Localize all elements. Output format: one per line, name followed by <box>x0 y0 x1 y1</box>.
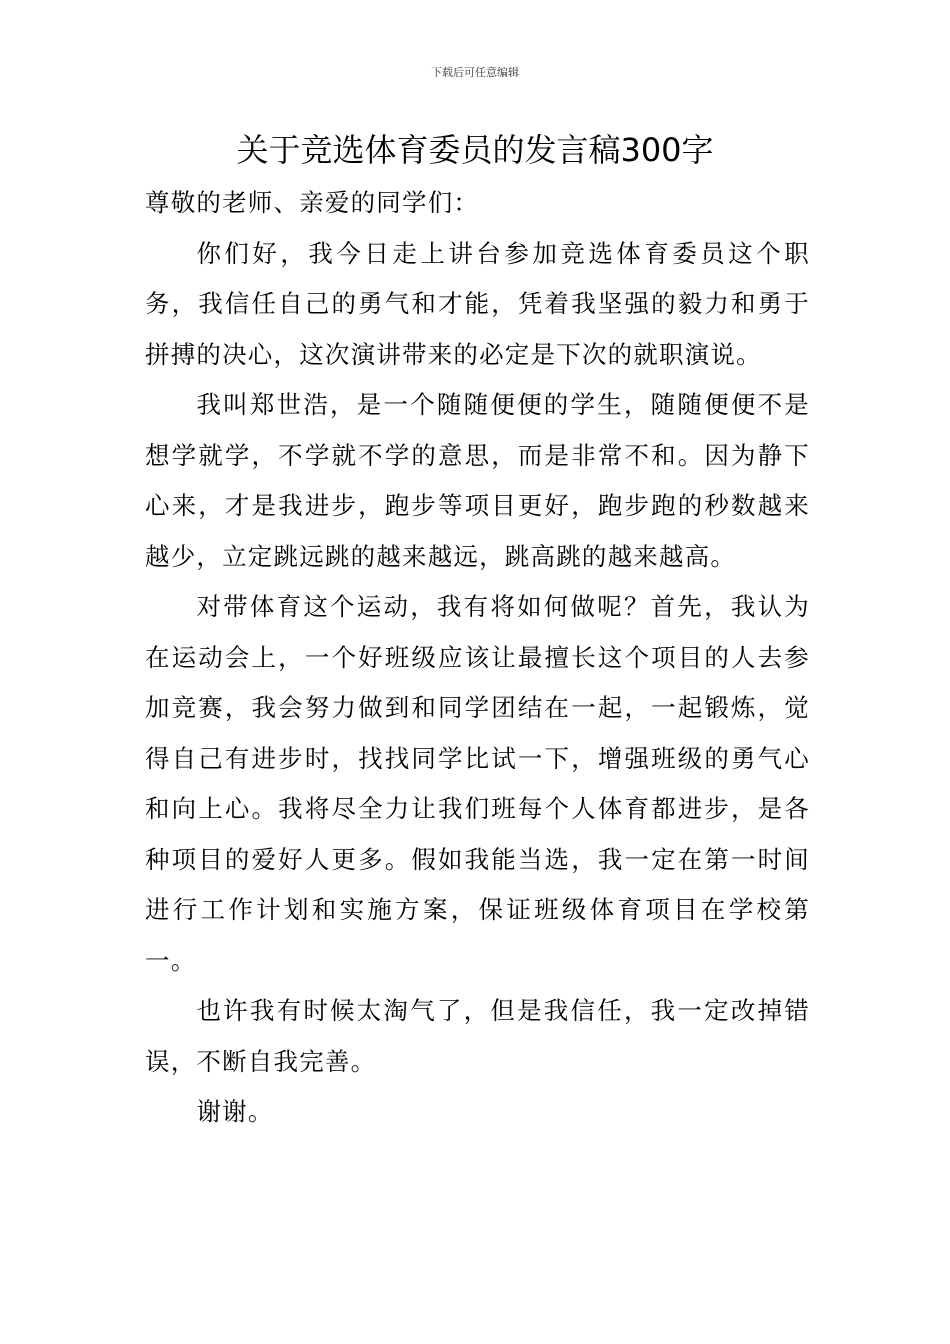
paragraph-promise: 也许我有时候太淘气了，但是我信任，我一定改掉错误，不断自我完善。 <box>145 996 810 1076</box>
paragraph-self-introduction: 我叫郑世浩，是一个随随便便的学生，随随便便不是想学就学，不学就不学的意思，而是非常不和。因为静下心来，才是我进步，跑步等项目更好，跑步跑的秒数越来越少，立定跳远跳的越来越远，跳高跳的越来越高。 <box>145 390 810 571</box>
document-title: 关于竞选体育委员的发言稿300字 <box>236 131 714 169</box>
closing-thanks: 谢谢。 <box>196 1097 274 1126</box>
document-body <box>145 178 810 1138</box>
salutation: 尊敬的老师、亲爱的同学们： <box>145 188 480 217</box>
paragraph-plan: 对带体育这个运动，我有将如何做呢？首先，我认为在运动会上，一个好班级应该让最擅长这个项目的人去参加竞赛，我会努力做到和同学团结在一起，一起锻炼，觉得自己有进步时，找找同学比试一下，增强班级的勇气心和向上心。我将尽全力让我们班每个人体育都进步，是各种项目的爱好人更多。假如我能当选，我一定在第一时间进行工作计划和实施方案，保证班级体育项目在学校第一。 <box>145 592 810 975</box>
paragraph-greeting: 你们好，我今日走上讲台参加竞选体育委员这个职务，我信任自己的勇气和才能，凭着我坚强的毅力和勇于拼搏的决心，这次演讲带来的必定是下次的就职演说。 <box>145 238 810 369</box>
page-header-note: 下载后可任意编辑 <box>431 66 519 79</box>
